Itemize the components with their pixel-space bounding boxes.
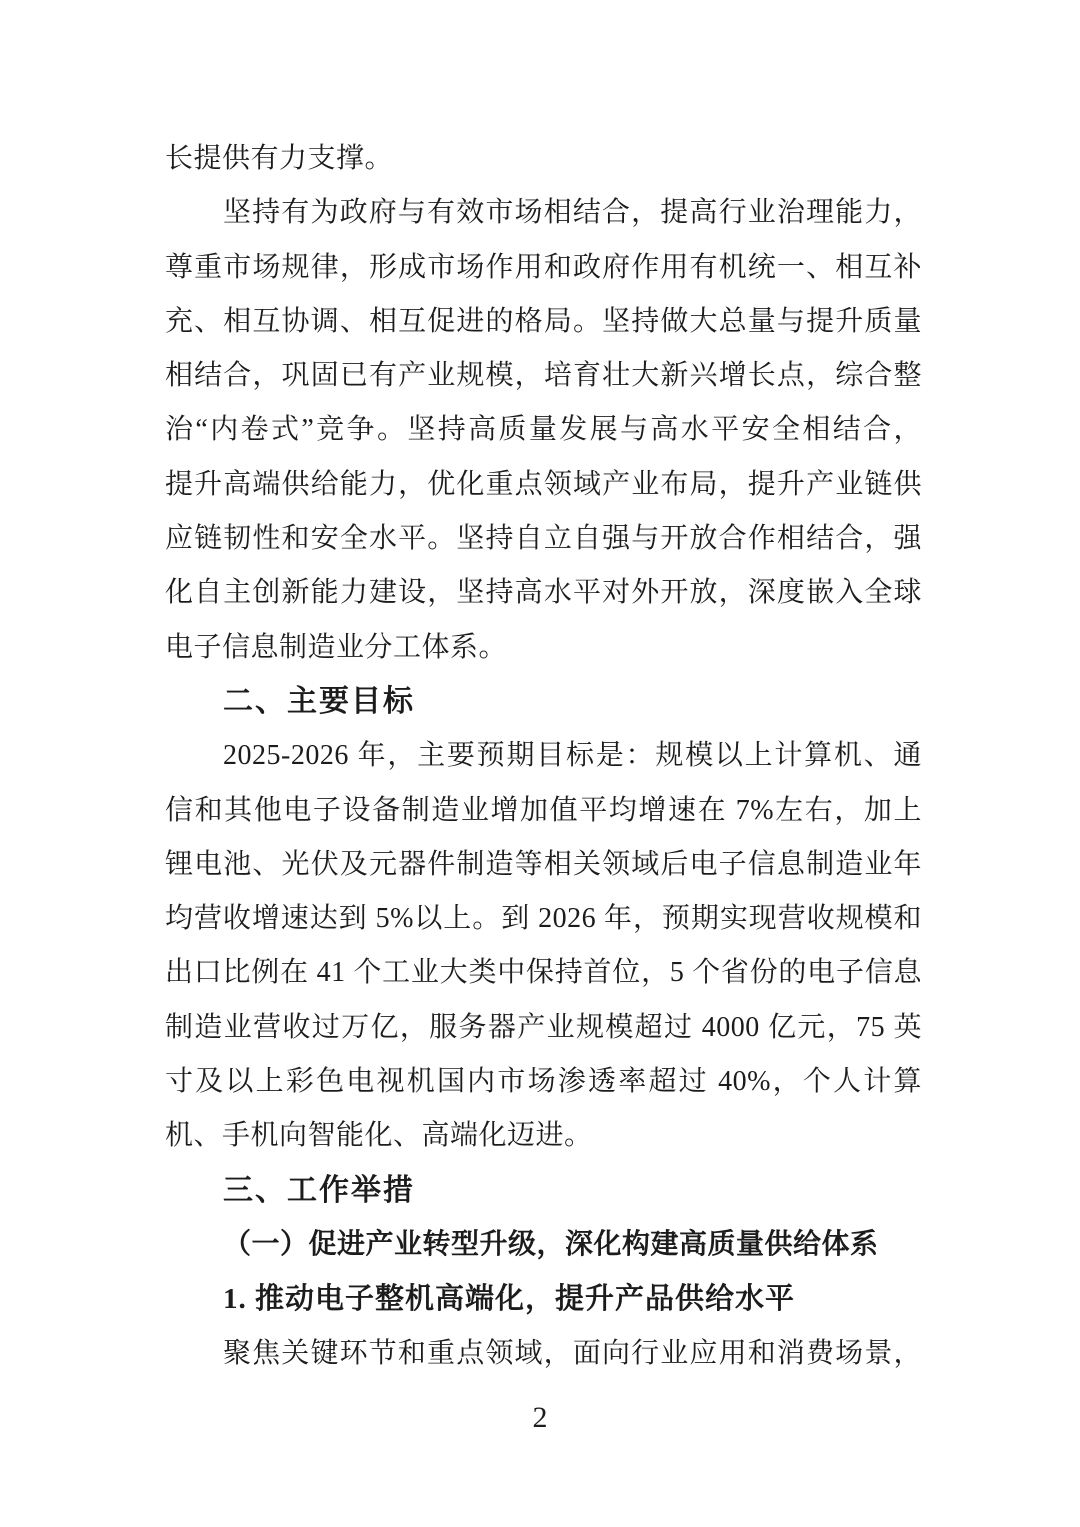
body-line: 寸及以上彩色电视机国内市场渗透率超过 40%，个人计算 (165, 1066, 922, 1098)
body-line: 出口比例在 41 个工业大类中保持首位，5 个省份的电子信息 (165, 957, 922, 989)
body-line: 均营收增速达到 5%以上。到 2026 年，预期实现营收规模和 (165, 903, 922, 935)
body-line: 化自主创新能力建设，坚持高水平对外开放，深度嵌入全球 (165, 577, 922, 609)
section-heading: 二、主要目标 (223, 684, 415, 718)
document-body (165, 132, 922, 1381)
body-line: 充、相互协调、相互促进的格局。坚持做大总量与提升质量 (165, 305, 922, 337)
section-heading: 三、工作举措 (223, 1173, 415, 1207)
body-line: 聚焦关键环节和重点领域，面向行业应用和消费场景， (223, 1337, 922, 1369)
body-line: 治“内卷式”竞争。坚持高质量发展与高水平安全相结合， (165, 414, 922, 446)
page-number: 2 (532, 1401, 548, 1434)
body-line: 2025-2026 年，主要预期目标是：规模以上计算机、通 (223, 740, 922, 772)
sub-heading-kai: （一）促进产业转型升级，深化构建高质量供给体系 (223, 1228, 879, 1260)
body-line: 坚持有为政府与有效市场相结合，提高行业治理能力， (223, 197, 922, 229)
body-line: 电子信息制造业分工体系。 (165, 631, 508, 663)
body-line: 制造业营收过万亿，服务器产业规模超过 4000 亿元，75 英 (165, 1011, 922, 1043)
body-line: 相结合，巩固已有产业规模，培育壮大新兴增长点，综合整 (165, 360, 922, 392)
body-line: 应链韧性和安全水平。坚持自立自强与开放合作相结合，强 (165, 523, 922, 555)
body-line: 锂电池、光伏及元器件制造等相关领域后电子信息制造业年 (165, 848, 922, 880)
body-line: 机、手机向智能化、高端化迈进。 (165, 1120, 593, 1152)
body-line: 信和其他电子设备制造业增加值平均增速在 7%左右，加上 (165, 794, 922, 826)
sub-heading-numbered: 1. 推动电子整机高端化，提升产品供给水平 (223, 1283, 796, 1316)
body-line: 提升高端供给能力，优化重点领域产业布局，提升产业链供 (165, 468, 922, 500)
body-line: 尊重市场规律，形成市场作用和政府作用有机统一、相互补 (165, 251, 922, 283)
body-line: 长提供有力支撑。 (165, 143, 394, 174)
